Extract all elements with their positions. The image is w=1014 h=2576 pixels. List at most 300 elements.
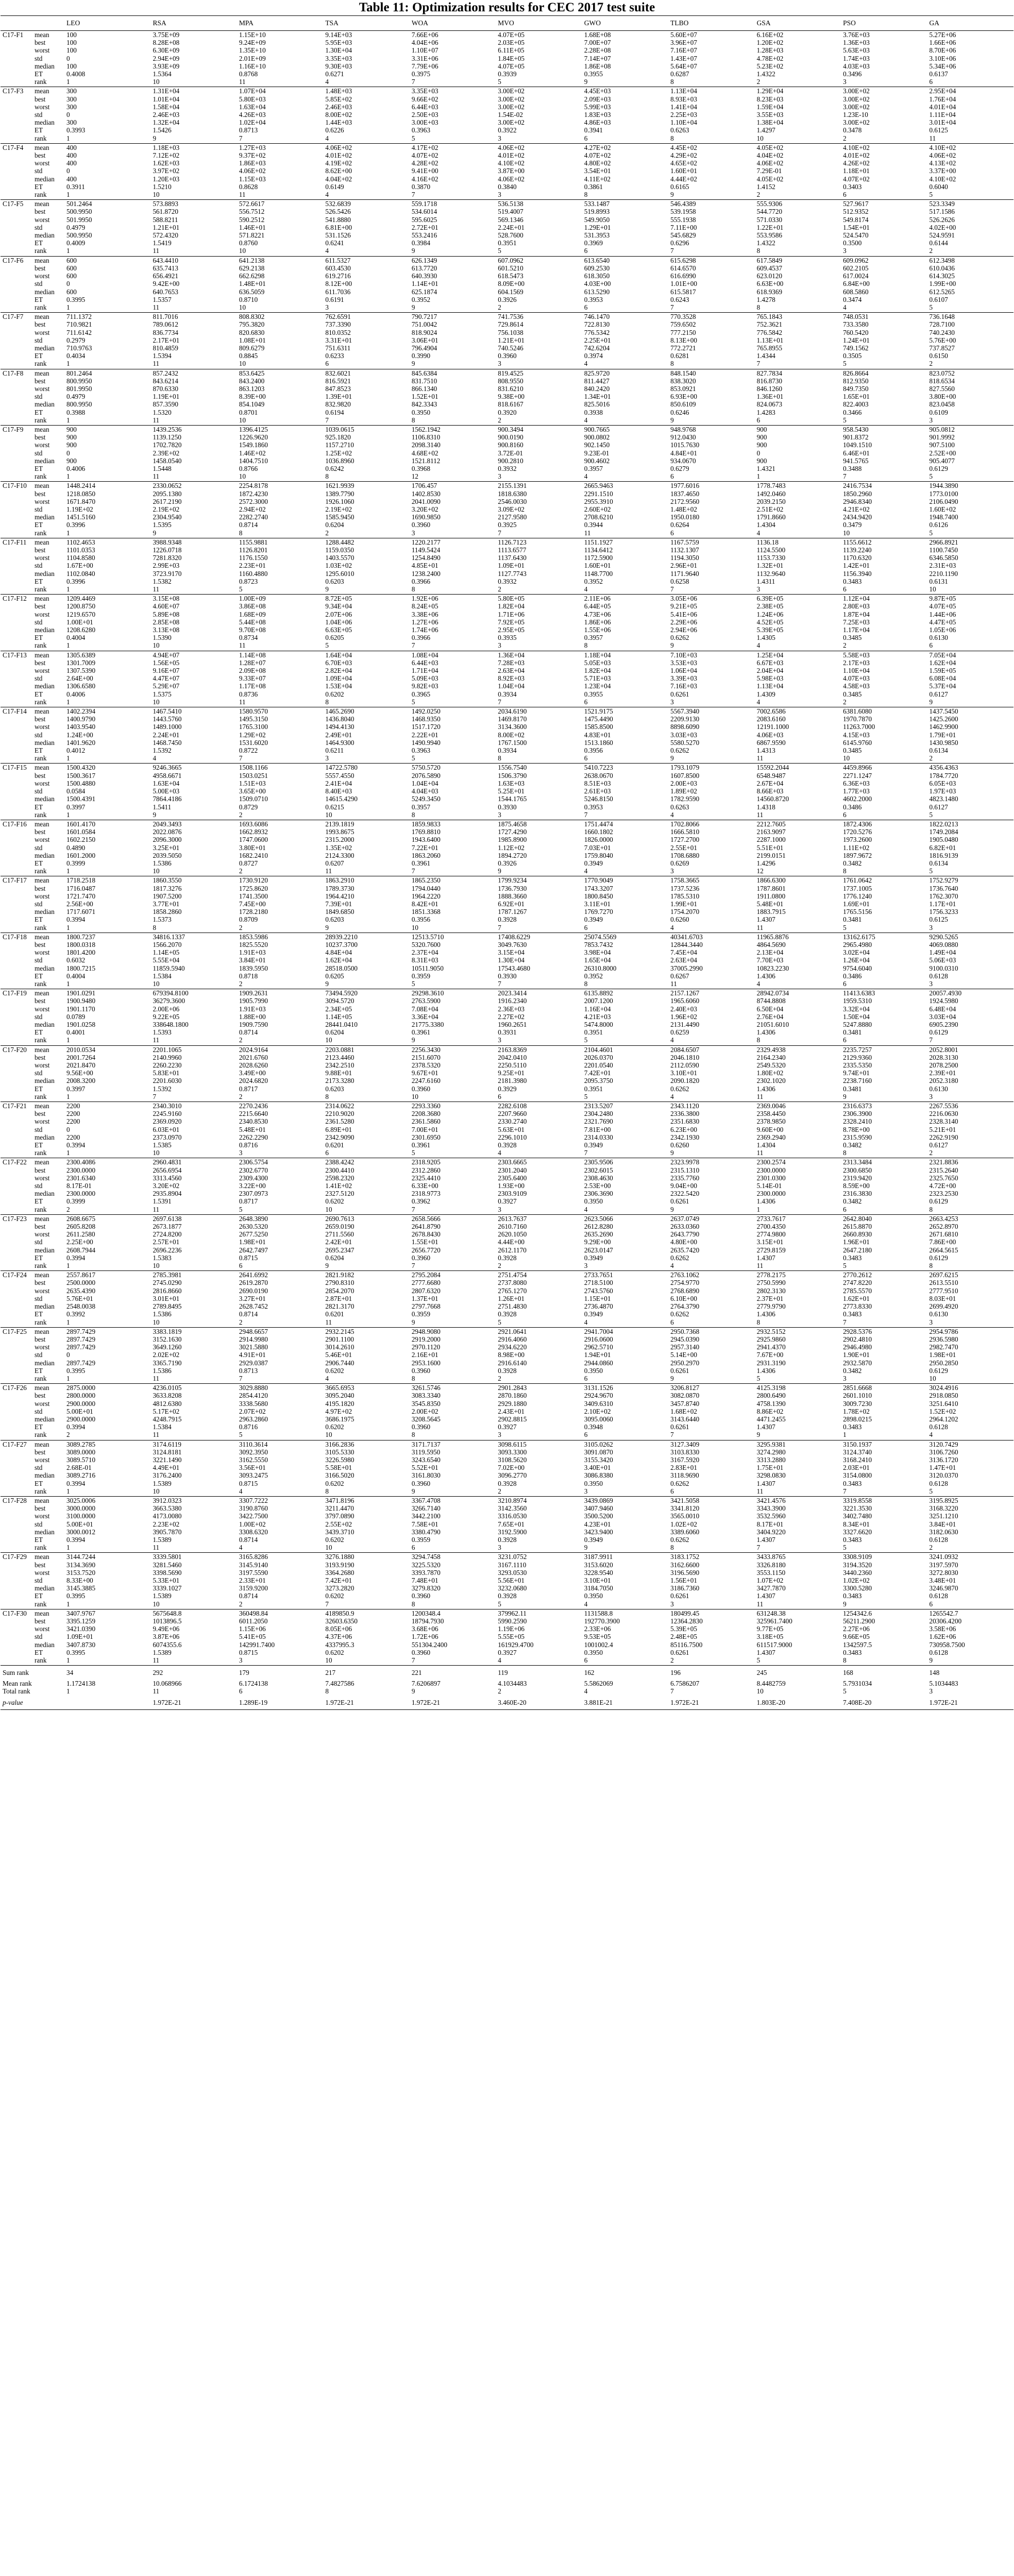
value-cell: 710.9821 (66, 320, 92, 329)
value-cell: 1.4318 (756, 803, 775, 811)
value-cell: 1858.2860 (153, 908, 182, 916)
value-cell: 2957.3140 (670, 1343, 700, 1351)
table-row (1, 1110, 1013, 1117)
stat-label: worst (35, 328, 50, 336)
table-row (1, 1005, 1013, 1013)
value-cell: 3.37E+00 (929, 167, 956, 175)
value-cell: 1 (66, 754, 70, 762)
value-cell: 2635.4390 (66, 1286, 96, 1295)
table-row (1, 1440, 1013, 1448)
value-cell: 1.98E+01 (929, 1351, 956, 1359)
value-cell: 3261.5746 (410, 1384, 496, 1392)
value-cell: 0.8713 (239, 1366, 258, 1375)
table-row (1, 336, 1013, 344)
value-cell: 8 (325, 698, 329, 706)
value-cell: 7 (498, 923, 501, 931)
value-cell: 790.7217 (410, 313, 496, 321)
stat-label: std (35, 1069, 43, 1077)
value-cell: 1219.6570 (66, 610, 96, 618)
value-cell: 2235.7257 (841, 1045, 927, 1054)
value-cell: 3 (843, 78, 847, 86)
stat-label: rank (35, 754, 47, 762)
value-cell: 524.5470 (843, 231, 869, 240)
value-cell: 25074.5569 (582, 933, 668, 941)
value-cell: 3273.2820 (325, 1584, 354, 1592)
value-cell: 3206.8127 (668, 1384, 754, 1392)
stat-label: median (35, 1415, 55, 1423)
value-cell: 6 (584, 247, 588, 255)
value-cell: 2745.0290 (153, 1279, 182, 1287)
value-cell: 2.19E+02 (153, 505, 180, 513)
value-cell: 4.01E+04 (929, 103, 956, 111)
value-cell: 8 (756, 1036, 760, 1044)
value-cell: 1.56E+01 (670, 1577, 697, 1584)
value-cell: 4 (670, 1092, 674, 1100)
value-cell: 3.58E+06 (929, 1625, 956, 1633)
value-cell: 1 (66, 416, 70, 424)
value-cell: 2123.4460 (325, 1053, 354, 1061)
value-cell: 4.80E+00 (670, 1238, 697, 1246)
stat-label: mean (32, 1214, 64, 1223)
value-cell: 1508.1166 (237, 764, 323, 772)
value-cell: 0 (66, 167, 70, 175)
value-cell: 1943.6400 (411, 836, 441, 844)
table-row (1, 1262, 1013, 1271)
value-cell: 3014.2610 (325, 1343, 354, 1351)
value-cell: 4 (498, 1656, 501, 1665)
value-cell: 569.1346 (498, 215, 523, 224)
value-cell: 1.41E+02 (325, 1182, 352, 1190)
value-cell: 10 (843, 754, 850, 762)
value-cell: 5.48E+01 (756, 900, 784, 908)
value-cell: 617.5849 (755, 256, 841, 264)
value-cell: 2.24E+01 (153, 731, 180, 739)
value-cell: 2024.6820 (239, 1077, 268, 1085)
value-cell: 3029.8880 (237, 1384, 323, 1392)
value-cell: 1818.6380 (498, 489, 527, 498)
value-cell: 2.55E+01 (670, 843, 697, 852)
value-cell: 1.25E+02 (325, 449, 352, 457)
value-cell: 6135.8892 (582, 989, 668, 997)
value-cell: 8.59E+00 (843, 1182, 870, 1190)
value-cell: 5320.7600 (411, 940, 441, 948)
stat-label: rank (35, 1487, 47, 1495)
value-cell: 4823.1480 (929, 795, 958, 803)
value-cell: 728.7100 (929, 320, 955, 329)
value-cell: 11 (929, 134, 936, 142)
value-cell: 2.17E+01 (153, 336, 180, 344)
value-cell: 901.9992 (929, 433, 955, 442)
value-cell: 1 (66, 1487, 70, 1495)
table-row (1, 465, 1013, 472)
value-cell: 0.3959 (411, 1310, 431, 1318)
value-cell: 3231.0752 (496, 1553, 582, 1561)
value-cell: 6.89E+01 (325, 1125, 352, 1133)
value-cell: 0.3483 (843, 577, 862, 585)
table-row (1, 1223, 1013, 1230)
value-cell: 0.3505 (843, 352, 862, 360)
value-cell: 900 (66, 441, 77, 449)
stat-label: worst (35, 46, 50, 55)
value-cell: 2328.3140 (929, 1117, 958, 1126)
value-cell: 3.00E+02 (843, 118, 870, 127)
value-cell: 0.3960 (411, 1423, 431, 1431)
value-cell: 2008.3200 (66, 1077, 96, 1085)
value-cell: 1172.5900 (584, 554, 613, 562)
value-cell: 8 (325, 1092, 329, 1100)
value-cell: 0.6129 (929, 1366, 948, 1375)
value-cell: 9.49E+06 (153, 1625, 180, 1633)
value-cell: 1.65E+01 (843, 393, 870, 401)
table-row (1, 1279, 1013, 1286)
value-cell: 2.13E+04 (756, 948, 784, 957)
value-cell: 1.5389 (153, 1479, 172, 1487)
header-spacer (1, 16, 32, 31)
value-cell: 2208.3680 (411, 1110, 441, 1118)
summary-value: 7.408E-20 (841, 1696, 927, 1710)
value-cell: 0.8722 (239, 747, 258, 755)
value-cell: 2095.3750 (584, 1077, 613, 1085)
value-cell: 3100.0000 (66, 1512, 96, 1520)
value-cell: 7.92E+05 (498, 618, 525, 626)
value-cell: 9.87E+05 (927, 595, 1013, 603)
value-cell: 2642.7497 (239, 1246, 268, 1254)
value-cell: 2.19E+02 (325, 505, 352, 513)
table-row (1, 964, 1013, 972)
value-cell: 2936.5980 (929, 1335, 958, 1343)
table-row (1, 1254, 1013, 1262)
value-cell: 0.3941 (584, 126, 603, 134)
value-cell: 0.8845 (239, 352, 258, 360)
table-row (1, 1456, 1013, 1464)
stat-label: median (35, 964, 55, 972)
value-cell: 1 (66, 78, 70, 86)
value-cell: 1506.3790 (498, 771, 527, 779)
value-cell: 0 (66, 280, 70, 288)
value-cell: 2325.4410 (411, 1174, 441, 1182)
value-cell: 6.16E+02 (755, 31, 841, 39)
value-cell: 2.09E+08 (239, 667, 266, 675)
table-row (1, 369, 1013, 377)
value-cell: 1036.8960 (325, 456, 354, 465)
value-cell: 740.5246 (498, 344, 523, 352)
value-cell: 0.4001 (66, 1028, 86, 1037)
value-cell: 0.3482 (843, 859, 862, 867)
value-cell: 4.58E+03 (843, 682, 870, 690)
function-label: C17-F26 (1, 1384, 32, 1440)
value-cell: 796.4904 (411, 344, 437, 352)
value-cell: 4 (670, 1036, 674, 1044)
value-cell: 6548.9487 (756, 771, 786, 779)
value-cell: 2695.2347 (325, 1246, 354, 1254)
value-cell: 3124.3740 (843, 1448, 872, 1456)
value-cell: 1 (66, 1149, 70, 1157)
value-cell: 2104.4601 (582, 1045, 668, 1054)
value-cell: 1.36E+01 (756, 393, 784, 401)
table-row (1, 885, 1013, 892)
value-cell: 3 (498, 810, 501, 819)
value-cell: 613.7720 (411, 264, 437, 272)
value-cell: 0.0789 (66, 1012, 86, 1021)
value-cell: 616.6990 (670, 272, 696, 280)
value-cell: 1601.2000 (66, 851, 96, 859)
value-cell: 1736.7930 (498, 884, 527, 892)
value-cell: 0.6202 (325, 690, 344, 698)
stat-label: worst (35, 1512, 50, 1520)
table-row (1, 1536, 1013, 1544)
value-cell: 3.84E+01 (239, 956, 266, 964)
value-cell: 1.58E+04 (153, 103, 180, 111)
value-cell: 1960.2651 (498, 1020, 527, 1028)
stat-label: mean (32, 1609, 64, 1617)
value-cell: 3 (584, 1487, 588, 1495)
value-cell: 21775.3380 (411, 1020, 444, 1028)
value-cell: 28441.0410 (325, 1020, 358, 1028)
stat-label: median (35, 851, 55, 859)
stat-label: mean (32, 256, 64, 264)
value-cell: 3.03E+03 (670, 731, 697, 739)
value-cell: 6 (584, 698, 588, 706)
value-cell: 3988.9348 (150, 538, 236, 546)
value-cell: 2914.9980 (239, 1335, 268, 1343)
value-cell: 6905.2390 (929, 1020, 958, 1028)
stat-label: median (35, 1133, 55, 1141)
value-cell: 9 (929, 698, 933, 706)
value-cell: 3.00E+02 (498, 95, 525, 103)
value-cell: 0.3481 (843, 1084, 862, 1093)
value-cell: 2034.6190 (496, 707, 582, 716)
value-cell: 4 (325, 134, 329, 142)
value-cell: 2763.1062 (668, 1271, 754, 1279)
value-cell: 1132.9640 (756, 569, 786, 578)
value-cell: 9 (670, 1205, 674, 1213)
value-cell: 3.00E+02 (841, 87, 927, 95)
value-cell: 1.94E+01 (584, 1351, 611, 1359)
value-cell: 9.67E+01 (411, 1069, 438, 1077)
value-cell: 1.89E+02 (670, 787, 697, 795)
value-cell: 1436.8040 (325, 715, 354, 723)
value-cell: 1039.0615 (323, 425, 409, 433)
value-cell: 602.2105 (843, 264, 869, 272)
value-cell: 1721.7470 (66, 892, 96, 900)
stat-label: median (35, 1077, 55, 1085)
value-cell: 3221.1490 (153, 1455, 182, 1464)
table-row (1, 667, 1013, 674)
value-cell: 2729.8159 (756, 1246, 786, 1254)
value-cell: 3.80E+00 (929, 393, 956, 401)
value-cell: 2.63E+04 (498, 667, 525, 675)
value-cell: 1.41E+04 (670, 103, 697, 111)
value-cell: 2.39E+02 (153, 449, 180, 457)
value-cell: 2778.2175 (755, 1271, 841, 1279)
stat-label: std (35, 280, 43, 288)
stat-label: rank (35, 303, 47, 311)
value-cell: 1.5389 (153, 1592, 172, 1600)
value-cell: 3025.0006 (64, 1496, 150, 1504)
value-cell: 1580.9570 (237, 707, 323, 716)
value-cell: 1.75E+01 (756, 1464, 784, 1472)
value-cell: 1.52E+01 (411, 393, 438, 401)
value-cell: 7.11E+00 (670, 223, 697, 231)
value-cell: 0.3486 (843, 803, 862, 811)
table-row (1, 457, 1013, 465)
value-cell: 2736.4870 (584, 1302, 613, 1311)
value-cell: 0.3963 (411, 747, 431, 755)
value-cell: 3 (929, 1318, 933, 1326)
stat-label: rank (35, 923, 47, 931)
value-cell: 1.91E+03 (239, 1005, 266, 1013)
value-cell: 11 (153, 1036, 160, 1044)
value-cell: 2724.8200 (153, 1230, 182, 1239)
table-row (1, 1021, 1013, 1028)
value-cell: 3167.5920 (670, 1455, 700, 1464)
value-cell: 1500.4320 (64, 764, 150, 772)
summary-value: 3.460E-20 (496, 1696, 582, 1710)
value-cell: 571.0330 (756, 215, 783, 224)
value-cell: 0.3956 (411, 916, 431, 924)
value-cell: 0.6201 (325, 1310, 344, 1318)
value-cell: 1200.8750 (66, 602, 96, 611)
value-cell: 0.3949 (584, 859, 603, 867)
value-cell: 4.73E+06 (584, 610, 611, 618)
value-cell: 6.10E+00 (670, 1294, 697, 1302)
value-cell: 2617.2190 (153, 497, 182, 505)
value-cell: 8.03E+01 (929, 1294, 956, 1302)
value-cell: 0.4008 (66, 70, 86, 78)
value-cell: 6 (584, 1431, 588, 1439)
value-cell: 5 (929, 810, 933, 819)
stat-label: std (35, 843, 43, 852)
value-cell: 800.9950 (66, 377, 92, 385)
value-cell: 1872.4306 (841, 820, 927, 828)
value-cell: 2041.0090 (411, 497, 441, 505)
value-cell: 4.10E+02 (841, 143, 927, 151)
value-cell: 0.8715 (239, 1253, 258, 1262)
value-cell: 5.98E+03 (756, 674, 784, 683)
value-cell: 5 (756, 1374, 760, 1382)
value-cell: 2.67E+04 (756, 779, 784, 787)
value-cell: 0.6204 (325, 1028, 344, 1037)
value-cell: 827.7834 (755, 369, 841, 377)
value-cell: 1.04E+04 (498, 682, 525, 690)
value-cell: 2700.4350 (756, 1223, 786, 1231)
value-cell: 1521.8112 (411, 456, 441, 465)
value-cell: 2664.5615 (929, 1246, 958, 1254)
value-cell: 811.4427 (584, 377, 610, 385)
value-cell: 0.3961 (411, 859, 431, 867)
value-cell: 1741.3500 (239, 892, 268, 900)
value-cell: 2.25E+00 (66, 1238, 93, 1246)
value-cell: 338648.1800 (153, 1020, 189, 1028)
value-cell: 2.03E+05 (498, 39, 525, 47)
value-cell: 1544.1765 (498, 795, 527, 803)
value-cell: 1.5411 (153, 803, 172, 811)
function-label: C17-F4 (1, 143, 32, 199)
value-cell: 3.11E+01 (584, 900, 611, 908)
value-cell: 6 (929, 78, 933, 86)
value-cell: 12364.2830 (670, 1617, 703, 1625)
value-cell: 3407.9460 (584, 1504, 613, 1513)
stat-label: mean (32, 425, 64, 433)
value-cell: 809.6279 (239, 344, 265, 352)
value-cell: 4.29E+02 (670, 151, 697, 160)
value-cell: 5750.5720 (410, 764, 496, 772)
value-cell: 751.0042 (411, 320, 437, 329)
value-cell: 526.5426 (325, 208, 351, 216)
stat-label: rank (35, 810, 47, 819)
value-cell: 1.60E+02 (929, 505, 956, 513)
stat-label: rank (35, 641, 47, 650)
value-cell: 7.67E+00 (756, 1351, 784, 1359)
value-cell: 1784.7720 (929, 771, 958, 779)
value-cell: 1.5389 (153, 1648, 172, 1656)
value-cell: 1.4307 (756, 1253, 775, 1262)
value-cell: 6.30E+09 (153, 46, 180, 55)
table-row (1, 933, 1013, 941)
value-cell: 1102.0840 (66, 569, 95, 578)
table-row (1, 1295, 1013, 1302)
value-cell: 7.29E-01 (756, 167, 782, 175)
table-row (1, 626, 1013, 634)
value-cell: 900.0190 (498, 433, 523, 442)
value-cell: 544.7720 (756, 208, 783, 216)
value-cell: 2557.8617 (64, 1271, 150, 1279)
function-label: C17-F12 (1, 595, 32, 651)
table-row (1, 1045, 1013, 1054)
value-cell: 1909.2631 (237, 989, 323, 997)
value-cell: 1.48E+02 (670, 505, 697, 513)
value-cell: 1.4307 (756, 1648, 775, 1656)
value-cell: 2316.6373 (841, 1102, 927, 1110)
value-cell: 2.01E+09 (239, 54, 266, 62)
value-cell: 7 (498, 698, 501, 706)
table-row (1, 787, 1013, 795)
value-cell: 1149.5424 (411, 546, 441, 554)
value-cell: 1.77E+03 (843, 787, 870, 795)
value-cell: 1.5320 (153, 408, 172, 416)
value-cell: 3307.7222 (237, 1496, 323, 1504)
value-cell: 2677.5250 (239, 1230, 268, 1239)
value-cell: 1.44E+06 (929, 610, 956, 618)
value-cell: 7.22E+01 (411, 843, 438, 852)
value-cell: 4 (584, 1318, 588, 1326)
value-cell: 0.6241 (325, 239, 344, 247)
value-cell: 4 (584, 867, 588, 875)
value-cell: 912.0430 (670, 433, 696, 442)
value-cell: 0.6264 (670, 521, 689, 529)
value-cell: 2.29E+06 (670, 618, 697, 626)
value-cell: 907.5100 (929, 441, 955, 449)
table-row (1, 1102, 1013, 1110)
value-cell: 1.86E+03 (239, 159, 266, 167)
value-cell: 9 (325, 979, 329, 988)
stat-label: ET (35, 747, 43, 755)
table-row (1, 1085, 1013, 1093)
value-cell: 7.02E+00 (498, 1464, 525, 1472)
value-cell: 2598.2320 (325, 1174, 354, 1182)
value-cell: 2954.9786 (927, 1327, 1013, 1335)
table-row (1, 1544, 1013, 1553)
value-cell: 2369.0046 (755, 1102, 841, 1110)
value-cell: 6.03E+01 (153, 1125, 180, 1133)
value-cell: 5990.2590 (498, 1617, 527, 1625)
table-row (1, 103, 1013, 111)
value-cell: 0.8710 (239, 295, 258, 303)
value-cell: 1773.0100 (929, 489, 958, 498)
value-cell: 28939.2210 (323, 933, 409, 941)
value-cell: 611517.9000 (756, 1640, 792, 1649)
stat-label: ET (35, 521, 43, 529)
